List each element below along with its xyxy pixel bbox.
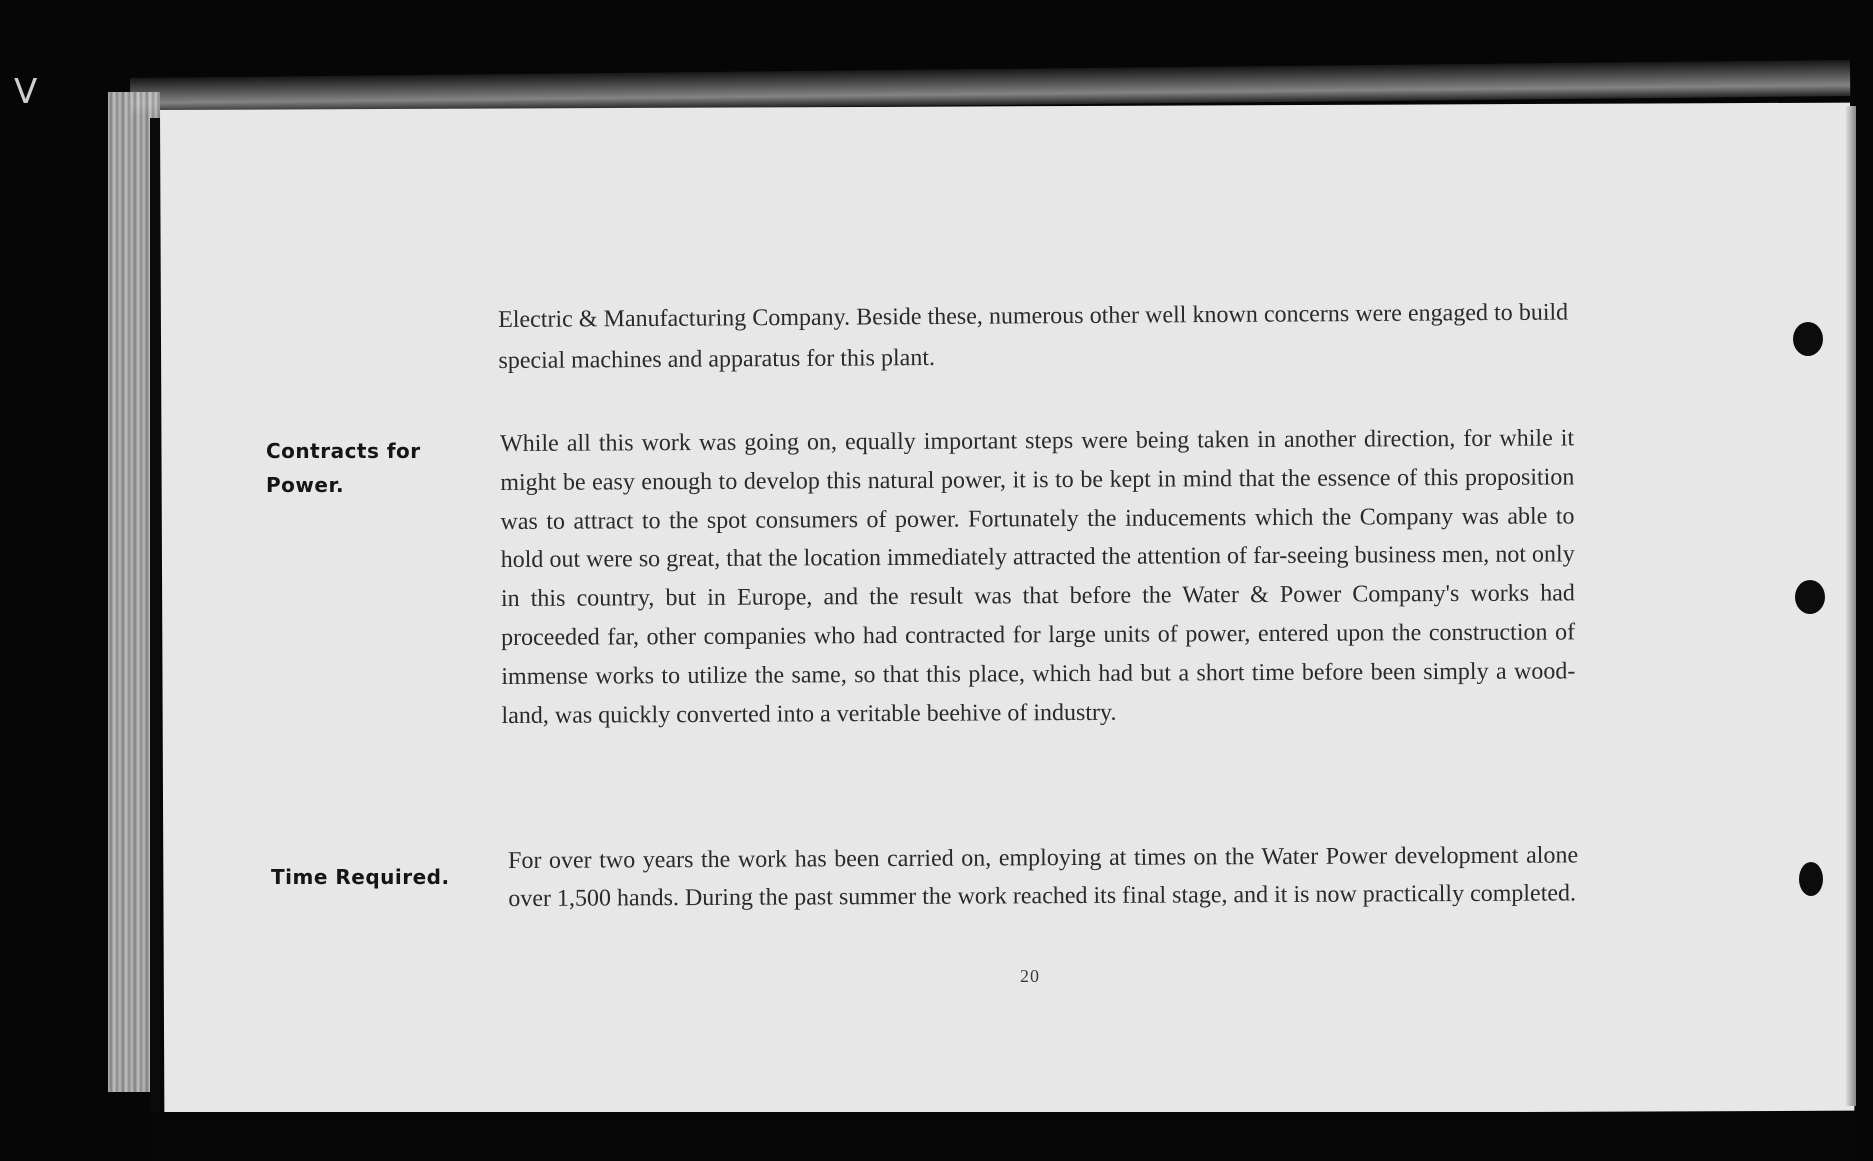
sidehead-time-required: Time Required.: [271, 865, 450, 889]
punch-hole-middle: [1795, 580, 1825, 614]
right-page-edge: [1846, 106, 1856, 1106]
paragraph-time-required: For over two years the work has been carried on, employing at times on the Water Power development alone over 1,500 hands. During the past summer the work reached its final stage, and it is now practically completed.: [508, 842, 1579, 912]
punch-hole-bottom: [1799, 862, 1823, 896]
page-number: 20: [1020, 966, 1040, 986]
punch-hole-top: [1793, 322, 1823, 356]
paragraph-electric-manufacturing: Electric & Manufacturing Company. Beside these, numerous other well known concerns were engaged to build special machines and apparatus for this plant.: [498, 299, 1569, 374]
film-scratch-mark: ᐯ: [14, 72, 38, 112]
bottom-shadow: [150, 1112, 1860, 1161]
sidehead-contracts-for-power: Contracts for Power.: [266, 439, 421, 497]
binding-rule: [150, 118, 160, 1128]
paragraph-contracts-for-power: While all this work was going on, equally important steps were being taken in another direction, for while it might be easy enough to develop this natural power, it is to be kept in mind that the essence of this proposition was to attract to the spot consumers of power. Fortunately the inducements which the Company was able to hold out were so great, that the location immediately attracted the attention of far-seeing business men, not only in this country, but in Europe, and the result was that before the Water & Power Company's works had proceeded far, other companies who had contracted for large units of power, entered upon the construction of immense works to utilize the same, so that this place, which had but a short time before been simply a wood-land, was quickly converted into a veritable beehive of industry.: [500, 425, 1576, 729]
